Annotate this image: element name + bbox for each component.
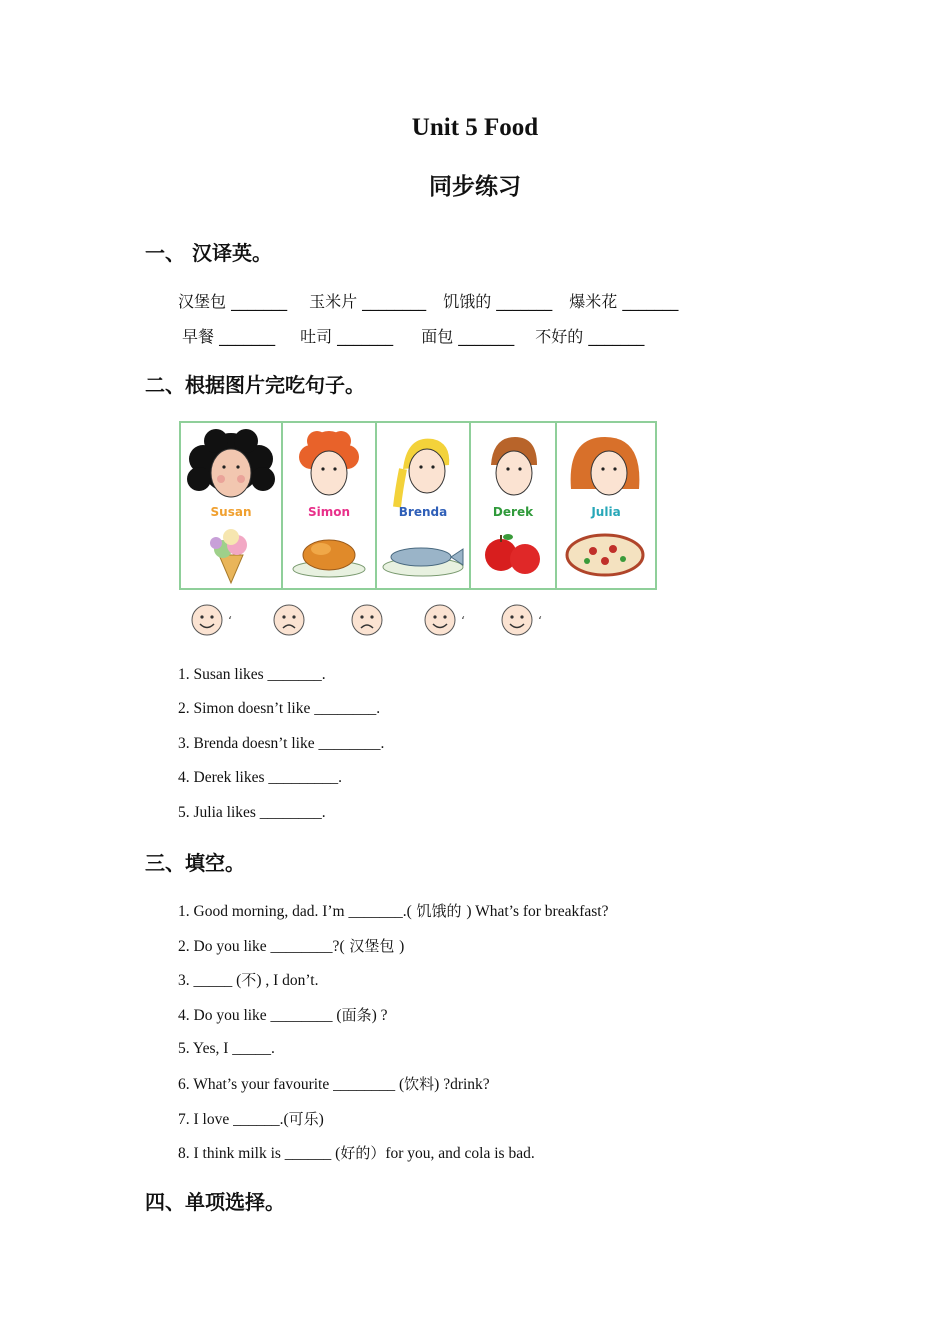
vocab-item: 爆米花 _______ [569, 292, 679, 311]
item-hint: 饥饿的 [411, 902, 467, 920]
kid-name-label: Julia [591, 505, 621, 519]
page-subtitle: 同步练习 [429, 174, 521, 200]
susan-face-icon [181, 429, 281, 509]
vocab-row-1 [178, 289, 678, 312]
section-3-item-6 [178, 1073, 490, 1094]
happy-face-icon [425, 605, 465, 635]
vocab-row-2 [182, 324, 644, 347]
item-text: 6. What’s your favourite ________ ( [178, 1076, 405, 1093]
section-3-heading: 三、填空。 [145, 851, 245, 875]
mood-faces-row [189, 602, 549, 646]
item-hint: 不 [241, 971, 257, 989]
brenda-face-icon [377, 429, 469, 509]
kid-cell-derek [471, 423, 557, 588]
item-hint: 饮料 [404, 1075, 435, 1093]
section-2-item-3: 3. Brenda doesn’t like ________. [178, 735, 385, 752]
item-text: ) ?drink? [434, 1076, 490, 1093]
section-2-item-5: 5. Julia likes ________. [178, 804, 326, 821]
mood-faces [189, 602, 549, 642]
kid-cell-simon [283, 423, 377, 588]
kid-name-label: Brenda [398, 505, 448, 519]
section-2-item-4: 4. Derek likes _________. [178, 769, 343, 786]
section-2-item-2: 2. Simon doesn’t like ________. [178, 700, 381, 717]
vocab-item: 玉米片 ________ [309, 292, 427, 311]
item-text: for you, and cola is bad. [385, 1145, 535, 1162]
item-text: 8. I think milk is ______ ( [178, 1145, 341, 1162]
section-3-item-4 [178, 1004, 388, 1025]
item-text: ) [318, 1111, 324, 1128]
fish-icon [377, 525, 469, 585]
kid-name-label: Simon [307, 505, 351, 519]
item-hint: 汉堡包 [344, 937, 400, 955]
section-3-item-3 [178, 969, 318, 990]
svg-text:‘: ‘ [228, 614, 232, 628]
item-text: 7. I love ______.( [178, 1111, 289, 1128]
apples-icon [471, 525, 555, 585]
vocab-item: 面包 _______ [421, 327, 515, 346]
page-title: Unit 5 Food [411, 114, 539, 141]
derek-face-icon [471, 429, 555, 509]
item-hint: 好的） [340, 1144, 386, 1162]
simon-face-icon [283, 429, 375, 509]
sad-face-icon [352, 605, 382, 635]
item-text: 3. _____ ( [178, 972, 242, 989]
item-text: 1. Good morning, dad. I’m _______.( [178, 903, 412, 920]
section-3-item-2 [178, 935, 404, 956]
section-4-heading: 四、单项选择。 [145, 1190, 285, 1214]
vocab-item: 吐司 _______ [300, 327, 394, 346]
happy-face-icon [502, 605, 542, 635]
item-text: ) What’s for breakfast? [466, 903, 609, 920]
svg-text:‘: ‘ [538, 614, 542, 628]
section-3-item-1 [178, 900, 608, 921]
roast-chicken-icon [283, 525, 375, 585]
svg-text:‘: ‘ [461, 614, 465, 628]
julia-face-icon [557, 429, 653, 509]
vocab-item: 汉堡包 _______ [178, 292, 288, 311]
section-2-heading: 二、根据图片完吃句子。 [145, 373, 365, 397]
sad-face-icon [274, 605, 304, 635]
item-hint: 面条 [341, 1006, 372, 1024]
item-hint: 可乐 [288, 1110, 319, 1128]
pizza-icon [557, 525, 653, 585]
ice-cream-icon [181, 525, 281, 585]
kid-cell-julia [557, 423, 655, 588]
vocab-item: 饥饿的 _______ [443, 292, 553, 311]
section-2-item-1: 1. Susan likes _______. [178, 666, 326, 683]
kids-food-picture [179, 421, 657, 590]
section-3-item-8 [178, 1142, 535, 1163]
kid-name-label: Derek [492, 505, 534, 519]
vocab-item: 早餐 _______ [182, 327, 276, 346]
item-text: ) ? [371, 1007, 388, 1024]
item-text: 4. Do you like ________ ( [178, 1007, 342, 1024]
happy-face-icon [192, 605, 232, 635]
item-text: 2. Do you like ________?( [178, 938, 345, 955]
item-text: 5. Yes, I _____. [178, 1040, 275, 1057]
kid-cell-susan [181, 423, 283, 588]
kid-cell-brenda [377, 423, 471, 588]
item-text: ) , I don’t. [256, 972, 319, 989]
vocab-item: 不好的 _______ [535, 327, 645, 346]
section-3-item-7 [178, 1108, 324, 1129]
item-text: ) [399, 938, 405, 955]
section-1-heading: 一、 汉译英。 [145, 241, 272, 265]
section-3-item-5 [178, 1039, 275, 1058]
kid-name-label: Susan [210, 505, 252, 519]
